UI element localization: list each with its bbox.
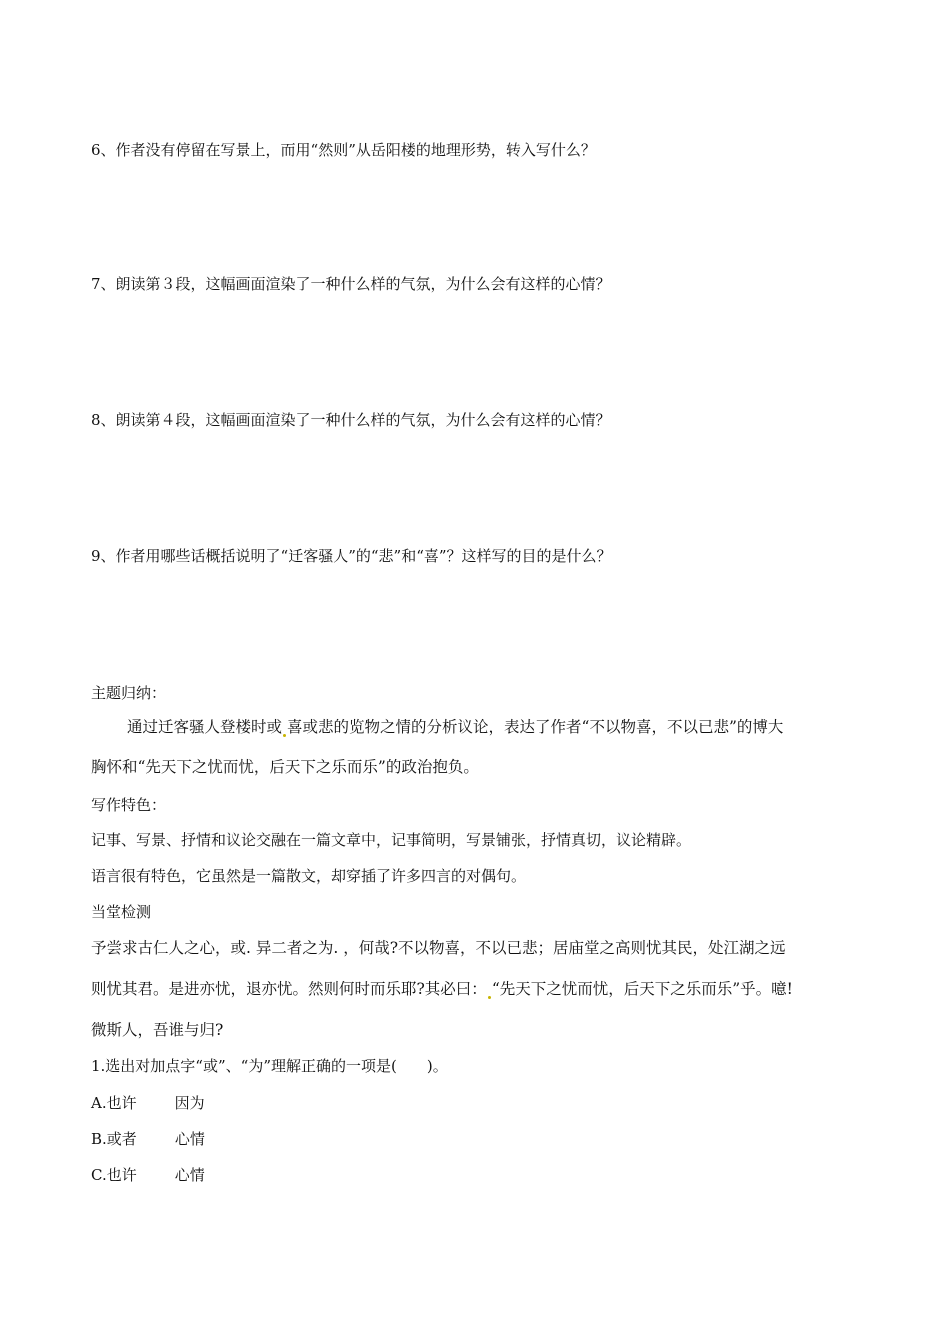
question-8: 8、朗读第４段，这幅画面渲染了一种什么样的气氛，为什么会有这样的心情？ (91, 411, 611, 429)
option-word-1: 也许 (106, 1166, 137, 1184)
option-letter: A. (91, 1094, 107, 1112)
option-word-2: 心情 (174, 1166, 205, 1184)
test-heading: 当堂检测 (91, 903, 152, 921)
passage-line-2 (91, 979, 793, 999)
question-6: 6、作者没有停留在写景上，而用“然则”从岳阳楼的地理形势，转入写什么？ (91, 141, 596, 159)
writing-heading: 写作特色： (91, 796, 167, 814)
writing-line-2: 语言很有特色，它虽然是一篇散文，却穿插了许多四言的对偶句。 (91, 867, 527, 885)
annotation-dot (283, 734, 286, 737)
passage-text-part-2: “先天下之忧而忧，后天下之乐而乐”乎。噫! (491, 980, 793, 998)
option-a (91, 1093, 205, 1113)
theme-paragraph-line-2: 胸怀和“先天下之忧而忧，后天下之乐而乐”的政治抱负。 (91, 758, 479, 776)
passage-line-3: 微斯人，吾谁与归? (91, 1021, 224, 1039)
question-7: 7、朗读第３段，这幅画面渲染了一种什么样的气氛，为什么会有这样的心情？ (91, 275, 611, 293)
question-9: 9、作者用哪些话概括说明了“迁客骚人”的“悲”和“喜”？这样写的目的是什么？ (91, 547, 612, 565)
option-c (91, 1165, 205, 1185)
passage-line-1: 予尝求古仁人之心，或. 异二者之为. ，何哉?不以物喜，不以已悲；居庙堂之高则忧其民，处江湖之远 (91, 939, 786, 957)
option-letter: C. (91, 1166, 107, 1184)
option-word-2: 因为 (174, 1094, 205, 1112)
passage-text-part-1: 则忧其君。是进亦忧，退亦忧。然则何时而乐耶?其必曰： (91, 980, 487, 998)
option-b (91, 1129, 205, 1149)
writing-line-1: 记事、写景、抒情和议论交融在一篇文章中，记事简明，写景铺张，抒情真切，议论精辟。 (91, 831, 692, 849)
theme-text-part-2: 喜或悲的览物之情的分析议论，表达了作者“不以物喜，不以已悲”的博大 (287, 718, 784, 736)
option-word-1: 也许 (106, 1094, 137, 1112)
theme-paragraph-line-1 (127, 717, 783, 737)
option-letter: B. (91, 1130, 107, 1148)
option-word-1: 或者 (106, 1130, 137, 1148)
annotation-dot (488, 996, 491, 999)
theme-heading: 主题归纳： (91, 684, 167, 702)
test-question-1: 1.选出对加点字“或”、“为”理解正确的一项是( )。 (91, 1057, 448, 1075)
option-word-2: 心情 (174, 1130, 205, 1148)
theme-text-part-1: 通过迁客骚人登楼时或 (127, 718, 283, 736)
